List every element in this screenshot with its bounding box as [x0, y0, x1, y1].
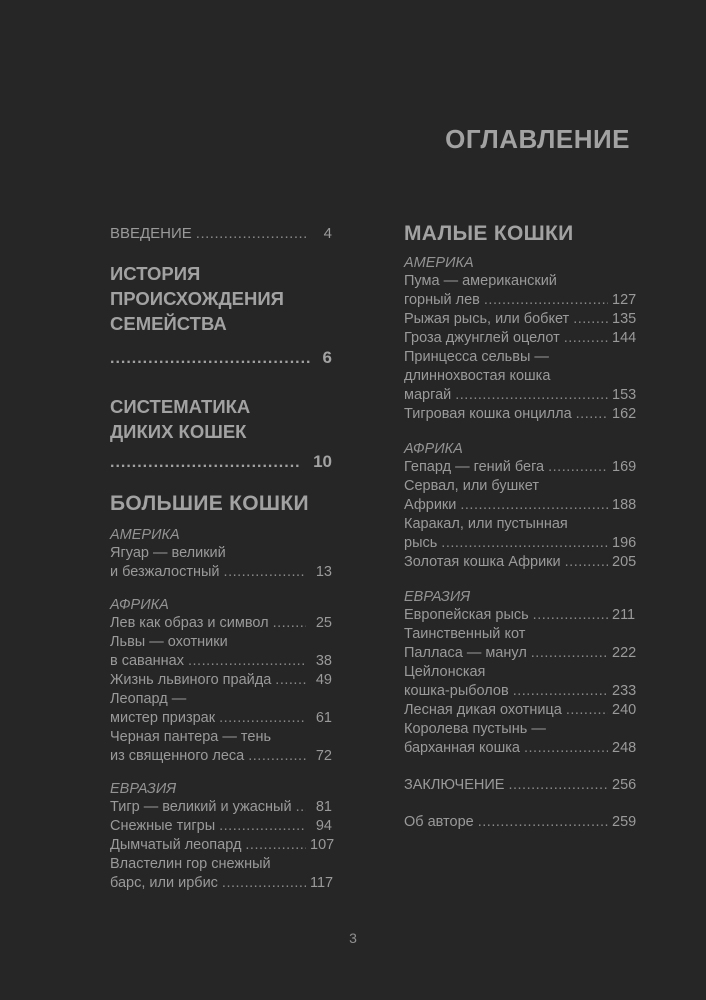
toc-entry[interactable]: Черная пантера — тень из священного леса ..... 72 — [110, 728, 332, 766]
toc-entry[interactable]: Лев как образ и символ ..... 25 — [110, 614, 332, 633]
dot-leader — [248, 747, 306, 766]
toc-page-number: 188 — [612, 497, 637, 513]
toc-page-number: 248 — [612, 740, 637, 756]
toc-page-number: 49 — [315, 672, 332, 688]
toc-page-number: 162 — [612, 406, 637, 422]
dot-leader — [564, 329, 608, 348]
toc-page-number: 13 — [315, 564, 332, 580]
toc-entry-label: Об авторе — [404, 814, 474, 830]
toc-entry-intro[interactable] — [110, 224, 332, 243]
dot-leader — [531, 644, 608, 663]
section-heading-big-cats: БОЛЬШИЕ КОШКИ — [110, 492, 309, 515]
dot-leader — [478, 813, 608, 832]
dot-leader — [455, 386, 608, 405]
toc-entry[interactable]: Властелин гор снежный барс, или ирбис ..... 117 — [110, 855, 332, 893]
toc-entry-taxonomy[interactable] — [110, 394, 332, 472]
region-label-eurasia: ЕВРАЗИЯ — [110, 781, 177, 797]
toc-entry[interactable]: Европейская рысь ..... 211 — [404, 606, 634, 625]
dot-leader — [576, 405, 608, 424]
dot-leader — [222, 874, 306, 893]
toc-entry[interactable]: Рыжая рысь, или бобкет ..... 135 — [404, 310, 634, 329]
dot-leader — [524, 739, 608, 758]
page-title: ОГЛАВЛЕНИЕ — [445, 124, 630, 154]
toc-heading-taxonomy: СИСТЕМАТИКА ДИКИХ КОШЕК — [110, 396, 251, 442]
toc-page-number: 61 — [315, 710, 332, 726]
toc-entry[interactable]: Тигр — великий и ужасный ..... 81 — [110, 798, 332, 817]
toc-entry[interactable]: Гроза джунглей оцелот ..... 144 — [404, 329, 634, 348]
dot-leader — [224, 563, 306, 582]
toc-entry[interactable]: Сервал, или бушкет Африки ..... 188 — [404, 477, 634, 515]
toc-page-number: 4 — [323, 225, 332, 242]
toc-entry[interactable]: Таинственный кот Палласа — манул ..... 222 — [404, 625, 634, 663]
toc-page-number: 233 — [612, 683, 637, 699]
toc-page-number: 211 — [612, 607, 636, 623]
toc-page-number: 205 — [612, 554, 637, 570]
dot-leader — [548, 458, 608, 477]
region-label-africa: АФРИКА — [110, 597, 169, 613]
dot-leader — [573, 310, 608, 329]
toc-page-number: 169 — [612, 459, 637, 475]
toc-page-number: 259 — [612, 814, 637, 830]
toc-entry[interactable]: Дымчатый леопард ..... 107 — [110, 836, 332, 855]
toc-entry[interactable]: Жизнь львиного прайда ..... 49 — [110, 671, 332, 690]
dot-leader — [484, 291, 608, 310]
dot-leader — [566, 701, 608, 720]
dot-leader — [245, 836, 306, 855]
toc-page-number: 6 — [322, 348, 332, 367]
toc-entry[interactable]: Цейлонская кошка-рыболов ..... 233 — [404, 663, 634, 701]
toc-entry[interactable]: Каракал, или пустынная рысь ..... 196 — [404, 515, 634, 553]
page-number: 3 — [349, 930, 357, 946]
region-label-eurasia: ЕВРАЗИЯ — [404, 589, 471, 605]
toc-page-number: 72 — [315, 748, 332, 764]
toc-left-column — [110, 224, 335, 893]
region-label-america: АМЕРИКА — [404, 255, 474, 271]
toc-page-number: 107 — [310, 837, 335, 853]
toc-page-number: 222 — [612, 645, 637, 661]
toc-page-number: 256 — [612, 777, 637, 793]
dot-leader — [219, 817, 306, 836]
toc-heading-history: ИСТОРИЯ ПРОИСХОЖДЕНИЯ СЕМЕЙСТВА — [110, 263, 284, 334]
toc-entry-label: ЗАКЛЮЧЕНИЕ — [404, 777, 505, 793]
toc-entry-about[interactable] — [404, 813, 637, 832]
dot-leader — [513, 682, 608, 701]
dot-leader — [273, 614, 306, 633]
toc-page-number: 10 — [313, 452, 332, 471]
toc-entry-history[interactable] — [110, 261, 332, 368]
dot-leader — [110, 350, 311, 368]
toc-page-number: 153 — [612, 387, 637, 403]
dot-leader — [296, 798, 306, 817]
dot-leader — [533, 606, 608, 625]
dot-leader — [110, 454, 301, 472]
toc-page-number: 135 — [612, 311, 637, 327]
section-heading-small-cats: МАЛЫЕ КОШКИ — [404, 222, 574, 245]
toc-entry[interactable]: Гепард — гений бега ..... 169 — [404, 458, 634, 477]
toc-page-number: 81 — [315, 799, 332, 815]
toc-entry[interactable]: Принцесса сельвы — длиннохвостая кошка маргай ..... 153 — [404, 348, 634, 405]
toc-entry[interactable]: Золотая кошка Африки ..... 205 — [404, 553, 634, 572]
toc-entry[interactable]: Ягуар — великий и безжалостный ..... 13 — [110, 544, 332, 582]
region-label-america: АМЕРИКА — [110, 527, 180, 543]
dot-leader — [441, 534, 608, 553]
toc-page-number: 196 — [612, 535, 637, 551]
toc-entry[interactable]: Леопард — мистер призрак ..... 61 — [110, 690, 332, 728]
toc-page-number: 144 — [612, 330, 637, 346]
dot-leader — [219, 709, 306, 728]
toc-right-column — [404, 222, 637, 832]
toc-page-number: 94 — [315, 818, 332, 834]
toc-page-number: 25 — [315, 615, 332, 631]
dot-leader — [460, 496, 608, 515]
dot-leader — [565, 553, 608, 572]
toc-entry-conclusion[interactable] — [404, 776, 637, 795]
dot-leader — [275, 671, 306, 690]
toc-entry[interactable]: Львы — охотники в саваннах ..... 38 — [110, 633, 332, 671]
toc-page-number: 127 — [612, 292, 637, 308]
toc-entry[interactable]: Королева пустынь — барханная кошка ..... 248 — [404, 720, 634, 758]
toc-entry[interactable]: Тигровая кошка онцилла ..... 162 — [404, 405, 634, 424]
toc-entry-label: ВВЕДЕНИЕ — [110, 225, 192, 242]
region-label-africa: АФРИКА — [404, 441, 463, 457]
dot-leader — [188, 652, 306, 671]
toc-page-number: 38 — [315, 653, 332, 669]
toc-entry[interactable]: Пума — американский горный лев ..... 127 — [404, 272, 634, 310]
toc-entry[interactable]: Снежные тигры ..... 94 — [110, 817, 332, 836]
toc-page-number: 117 — [310, 875, 334, 891]
dot-leader — [508, 776, 608, 795]
toc-entry[interactable]: Лесная дикая охотница ..... 240 — [404, 701, 634, 720]
toc-page-number: 240 — [612, 702, 637, 718]
dot-leader — [196, 224, 306, 243]
